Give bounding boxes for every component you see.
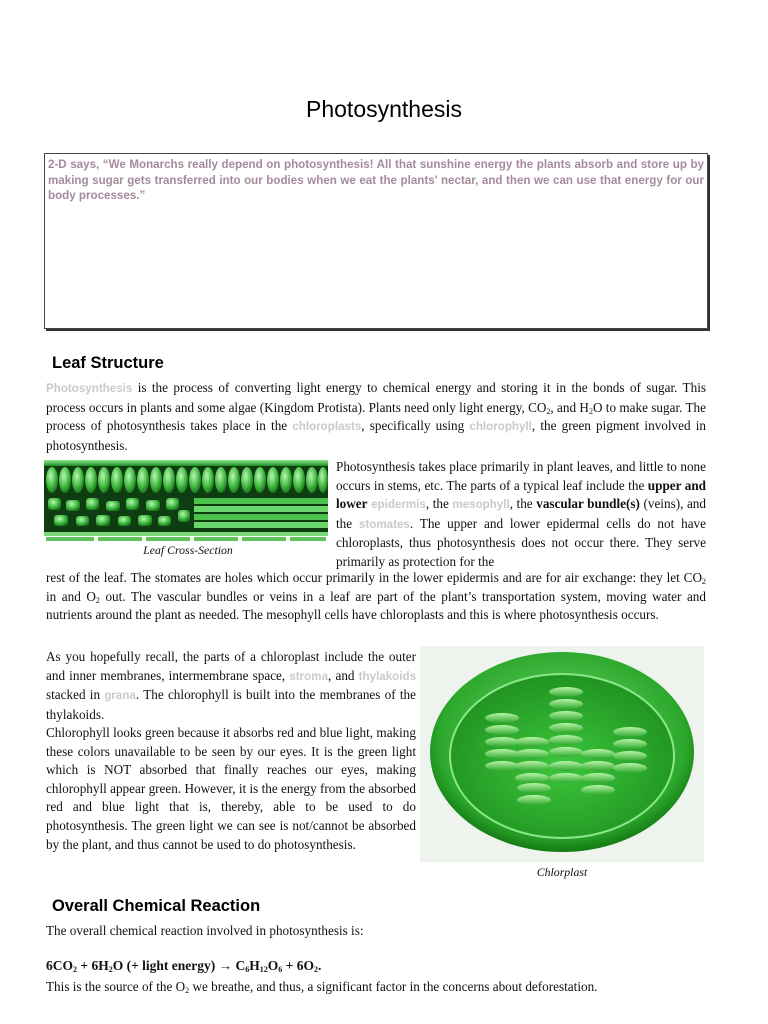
- chemical-equation: $6CO_2 + 6H_2O$ (+ light energy) → $C_6H_{12}O_6 + 6O_2$.: [46, 958, 322, 974]
- term-stroma: stroma: [289, 669, 329, 683]
- reaction-after: This is the source of the $O_2$ we breathe, and thus, a significant factor in the concerns about deforestation.: [46, 979, 598, 995]
- term-stomates: stomates: [358, 517, 410, 531]
- term-grana: grana: [104, 689, 136, 703]
- leaf-structure-heading: Leaf Structure: [52, 354, 164, 372]
- reaction-intro: The overall chemical reaction involved in photosynthesis is:: [46, 923, 364, 938]
- term-chlorophyll: chlorophyll: [469, 420, 532, 434]
- chloroplast-image: [420, 646, 704, 862]
- term-mesophyll: mesophyll: [452, 498, 510, 512]
- leaf-paragraph-1: Photosynthesis is the process of converting light energy to chemical energy and storing it in the bonds of sugar. This process occurs in plants and some algae (Kingdom Protista). Plants need only light energy, $CO_2$, and $H_2O$ to make sugar. The process of photosynthesis takes place in the chloroplasts, specifically using chlorophyll, the green pigment involved in photosynthesis.: [46, 380, 707, 453]
- leaf-caption: Leaf Cross-Section: [143, 543, 233, 557]
- leaf-cross-section-image: [44, 460, 328, 542]
- leaf-paragraph-2b: rest of the leaf. The stomates are holes which occur primarily in the lower epidermis and are for air exchange: they let $CO_2$ in and $O_2$ out. The vascular bundles or veins in a leaf are part of the plant’s transportation system, moving water and nutrients around the plant as needed. The mesophyll cells have chloroplasts and this is where photosynthesis occurs.: [46, 570, 706, 623]
- term-chloroplasts: chloroplasts: [292, 420, 362, 434]
- reaction-heading: Overall Chemical Reaction: [52, 897, 261, 915]
- quote-box: [44, 153, 708, 329]
- leaf-paragraph-2: Photosynthesis takes place primarily in plant leaves, and little to none occurs in stems, etc. The parts of a typical leaf include the upper and lower epidermis, the mesophyll, the vascular bundle(s) (veins), and the stomates. The upper and lower epidermal cells do not have chloroplasts, thus photosynthesis does not occur there. They serve primarily as protection for the: [336, 459, 706, 569]
- page-title: Photosynthesis: [306, 96, 462, 122]
- term-photosynthesis: Photosynthesis: [46, 382, 133, 395]
- term-epidermis: epidermis: [371, 498, 426, 512]
- chlorophyll-paragraph: Chlorophyll looks green because it absorbs red and blue light, making these colors unavailable to be seen by our eyes. It is the green light which is NOT absorbed that finally reaches our eyes, making chlorophyll appear green. However, it is the energy from the absorbed red and blue light that is, thereby, able to be used to do photosynthesis. The green light we can see is not/cannot be absorbed by the plant, and thus cannot be used to do photosynthesis.: [46, 725, 416, 852]
- quote-text: 2-D says, “We Monarchs really depend on photosynthesis! All that sunshine energy the plants absorb and store up by making sugar gets transferred into our bodies when we eat the plants' nectar, and then we can use that energy for our body processes.”: [48, 158, 704, 202]
- chloroplast-paragraph: As you hopefully recall, the parts of a chloroplast include the outer and inner membranes, intermembrane space, stroma, and thylakoids stacked in grana. The chlorophyll is built into the membranes of the thylakoids.: [46, 649, 417, 722]
- term-thylakoids: thylakoids: [358, 669, 417, 683]
- chloroplast-caption: Chlorplast: [536, 865, 588, 879]
